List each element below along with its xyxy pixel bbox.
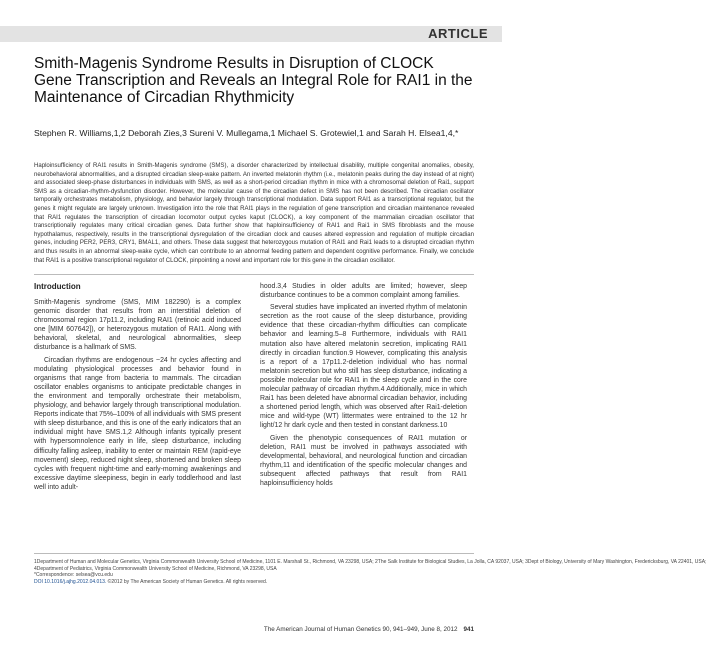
affiliation-line: 4Department of Pediatrics, Virginia Commonwealth University School of Medicine, Richmond, VA 23298, USA [34,565,277,572]
author-list: Stephen R. Williams,1,2 Deborah Zies,3 Sureni V. Mullegama,1 Michael S. Grotewiel,1 and Sarah H. Elsea1,4,* [34,128,459,138]
paragraph: Given the phenotypic consequences of RAI1 mutation or deletion, RAI1 must be involved in pathways associated with developmental, behavioral, and neurological function and circadian rhythm,11 and identification of the specific molecular changes and subsequent affected pathways that result from RAI1 haploinsufficiency holds [260,434,467,487]
copyright-notice: ©2012 by The American Society of Human Genetics. All rights reserved. [106,578,268,585]
correspondence-line: *Correspondence: selsea@vcu.edu [34,572,113,579]
paragraph: Circadian rhythms are endogenous ~24 hr cycles affecting and modulating physiological processes and behavior found in organisms that range from bacteria to mammals. The circadian oscillator enables organisms to anticipate predictable changes in the environment and temporally orchestrate their metabolism, physiology, and behavior largely through transcriptional modulation. Reports indicate that 75%–100% of all individuals with SMS present with sleep disturbance, and this is one of the early indicators that an individual might have SMS.1,2 Although infants typically present with hypersomnolence early in life, sleep disturbance, including difficulty falling asleep, inability to enter or maintain REM (rapid-eye movement) sleep, reduced night sleep, shortened and broken sleep cycles with frequent night-time and early-morning awakenings and excessive daytime sleepiness, begin in early toddlerhood and last well into adult- [34,356,241,491]
footnote-divider [34,553,474,554]
section-heading: Introduction [34,282,81,291]
doi-link[interactable]: DOI 10.1016/j.ajhg.2012.04.013. [34,578,107,585]
journal-citation: The American Journal of Human Genetics 90, 941–949, June 8, 2012 [263,626,458,633]
abstract-divider [34,274,474,275]
page-footer [264,626,474,633]
article-type-bar [0,26,502,42]
affiliations [34,559,706,585]
paragraph: hood.3,4 Studies in older adults are limited; however, sleep disturbance continues to be a common complaint among families. [260,283,467,300]
article-title: Smith-Magenis Syndrome Results in Disruption of CLOCK Gene Transcription and Reveals an Integral Role for RAI1 in the Maintenance of Circadian Rhythmicity [34,55,473,106]
affiliation-line: 1Department of Human and Molecular Genetics, Virginia Commonwealth University School of Medicine, 1101 E. Marshall St., Richmond, VA 23298, USA; 2The Salk Institute for Biological Studies, La Jolla, CA 92037, USA; 3Dept of Biology, University of Mary Washington, Fredericksburg, VA 22401, USA; [34,559,706,565]
paragraph: Smith-Magenis syndrome (SMS, MIM 182290) is a complex genomic disorder that results from an interstitial deletion of chromosomal region 17p11.2, including RAI1 (retinoic acid induced one [MIM 607642]), or heterozygous mutation of RAI1. Along with behavioral, skeletal, and neurological abnormalities, sleep disturbance is a hallmark of SMS. [34,299,241,352]
abstract: Haploinsufficiency of RAI1 results in Smith-Magenis syndrome (SMS), a disorder characterized by intellectual disability, multiple congenital anomalies, obesity, neurobehavioral abnormalities, and a disrupted circadian sleep-wake pattern. An inverted melatonin rhythm (i.e., melatonin peaks during the day instead of at night) and associated sleep-phase disturbances in individuals with SMS, as well as a short-period circadian rhythm in mice with a chromosomal deletion of Rai1, support SMS as a circadian-rhythm-dysfunction disorder. However, the molecular cause of the circadian defect in SMS has not been described. The circadian oscillator temporally orchestrates metabolism, physiology, and behavior largely through transcriptional modulation. Data support RAI1 as a transcriptional regulator, but the genes it might regulate are largely unknown. Investigation into the role that RAI1 plays in the regulation of gene transcription and circadian maintenance revealed that RAI1 regulates the transcription of circadian locomotor output cycles kaput (CLOCK), a key component of the mammalian circadian oscillator that transcriptionally regulates many critical circadian genes. Data further show that haploinsufficiency of RAI1 and Rai1 in SMS fibroblasts and the mouse hypothalamus, respectively, results in the transcriptional dysregulation of the circadian clock and causes altered expression and regulation of multiple circadian genes, including PER2, PER3, CRY1, BMAL1, and others. These data suggest that heterozygous mutation of RAI1 and Rai1 leads to a disrupted circadian rhythm and thus results in an abnormal sleep-wake cycle, which can contribute to an abnormal feeding pattern and dependent cognitive performance. Finally, we conclude that RAI1 is a positive transcriptional regulator of CLOCK, pinpointing a novel and important role for this gene in the circadian oscillator. [34,163,474,264]
left-column [34,298,241,536]
page-number: 941 [463,626,474,633]
paragraph: Several studies have implicated an inverted rhythm of melatonin secretion as the root cause of the sleep disturbance, providing evidence that these circadian-rhythm difficulties can complicate behavior and learning.5–8 Furthermore, individuals with RAI1 mutation also have altered melatonin secretion, implicating RAI1 directly in circadian function.9 However, complicating this analysis is a report of a 17p11.2-deletion individual who has normal melatonin secretion but who still has sleep disturbance, indicating a possible molecular role for RAI1 in the sleep cycle and in the core molecular pathway of circadian rhythm.4 Additionally, mice in which Rai1 has been deleted have abnormal circadian behavior, including a shortened period length, which was observed after Rai1-deletion mice and wild-type (WT) littermates were entrained to the 12 hr light/12 hr dark cycle and then tested in constant darkness.10 [260,304,467,430]
doi-line [34,579,474,586]
article-type-label: ARTICLE [428,26,488,41]
right-column [260,282,467,536]
